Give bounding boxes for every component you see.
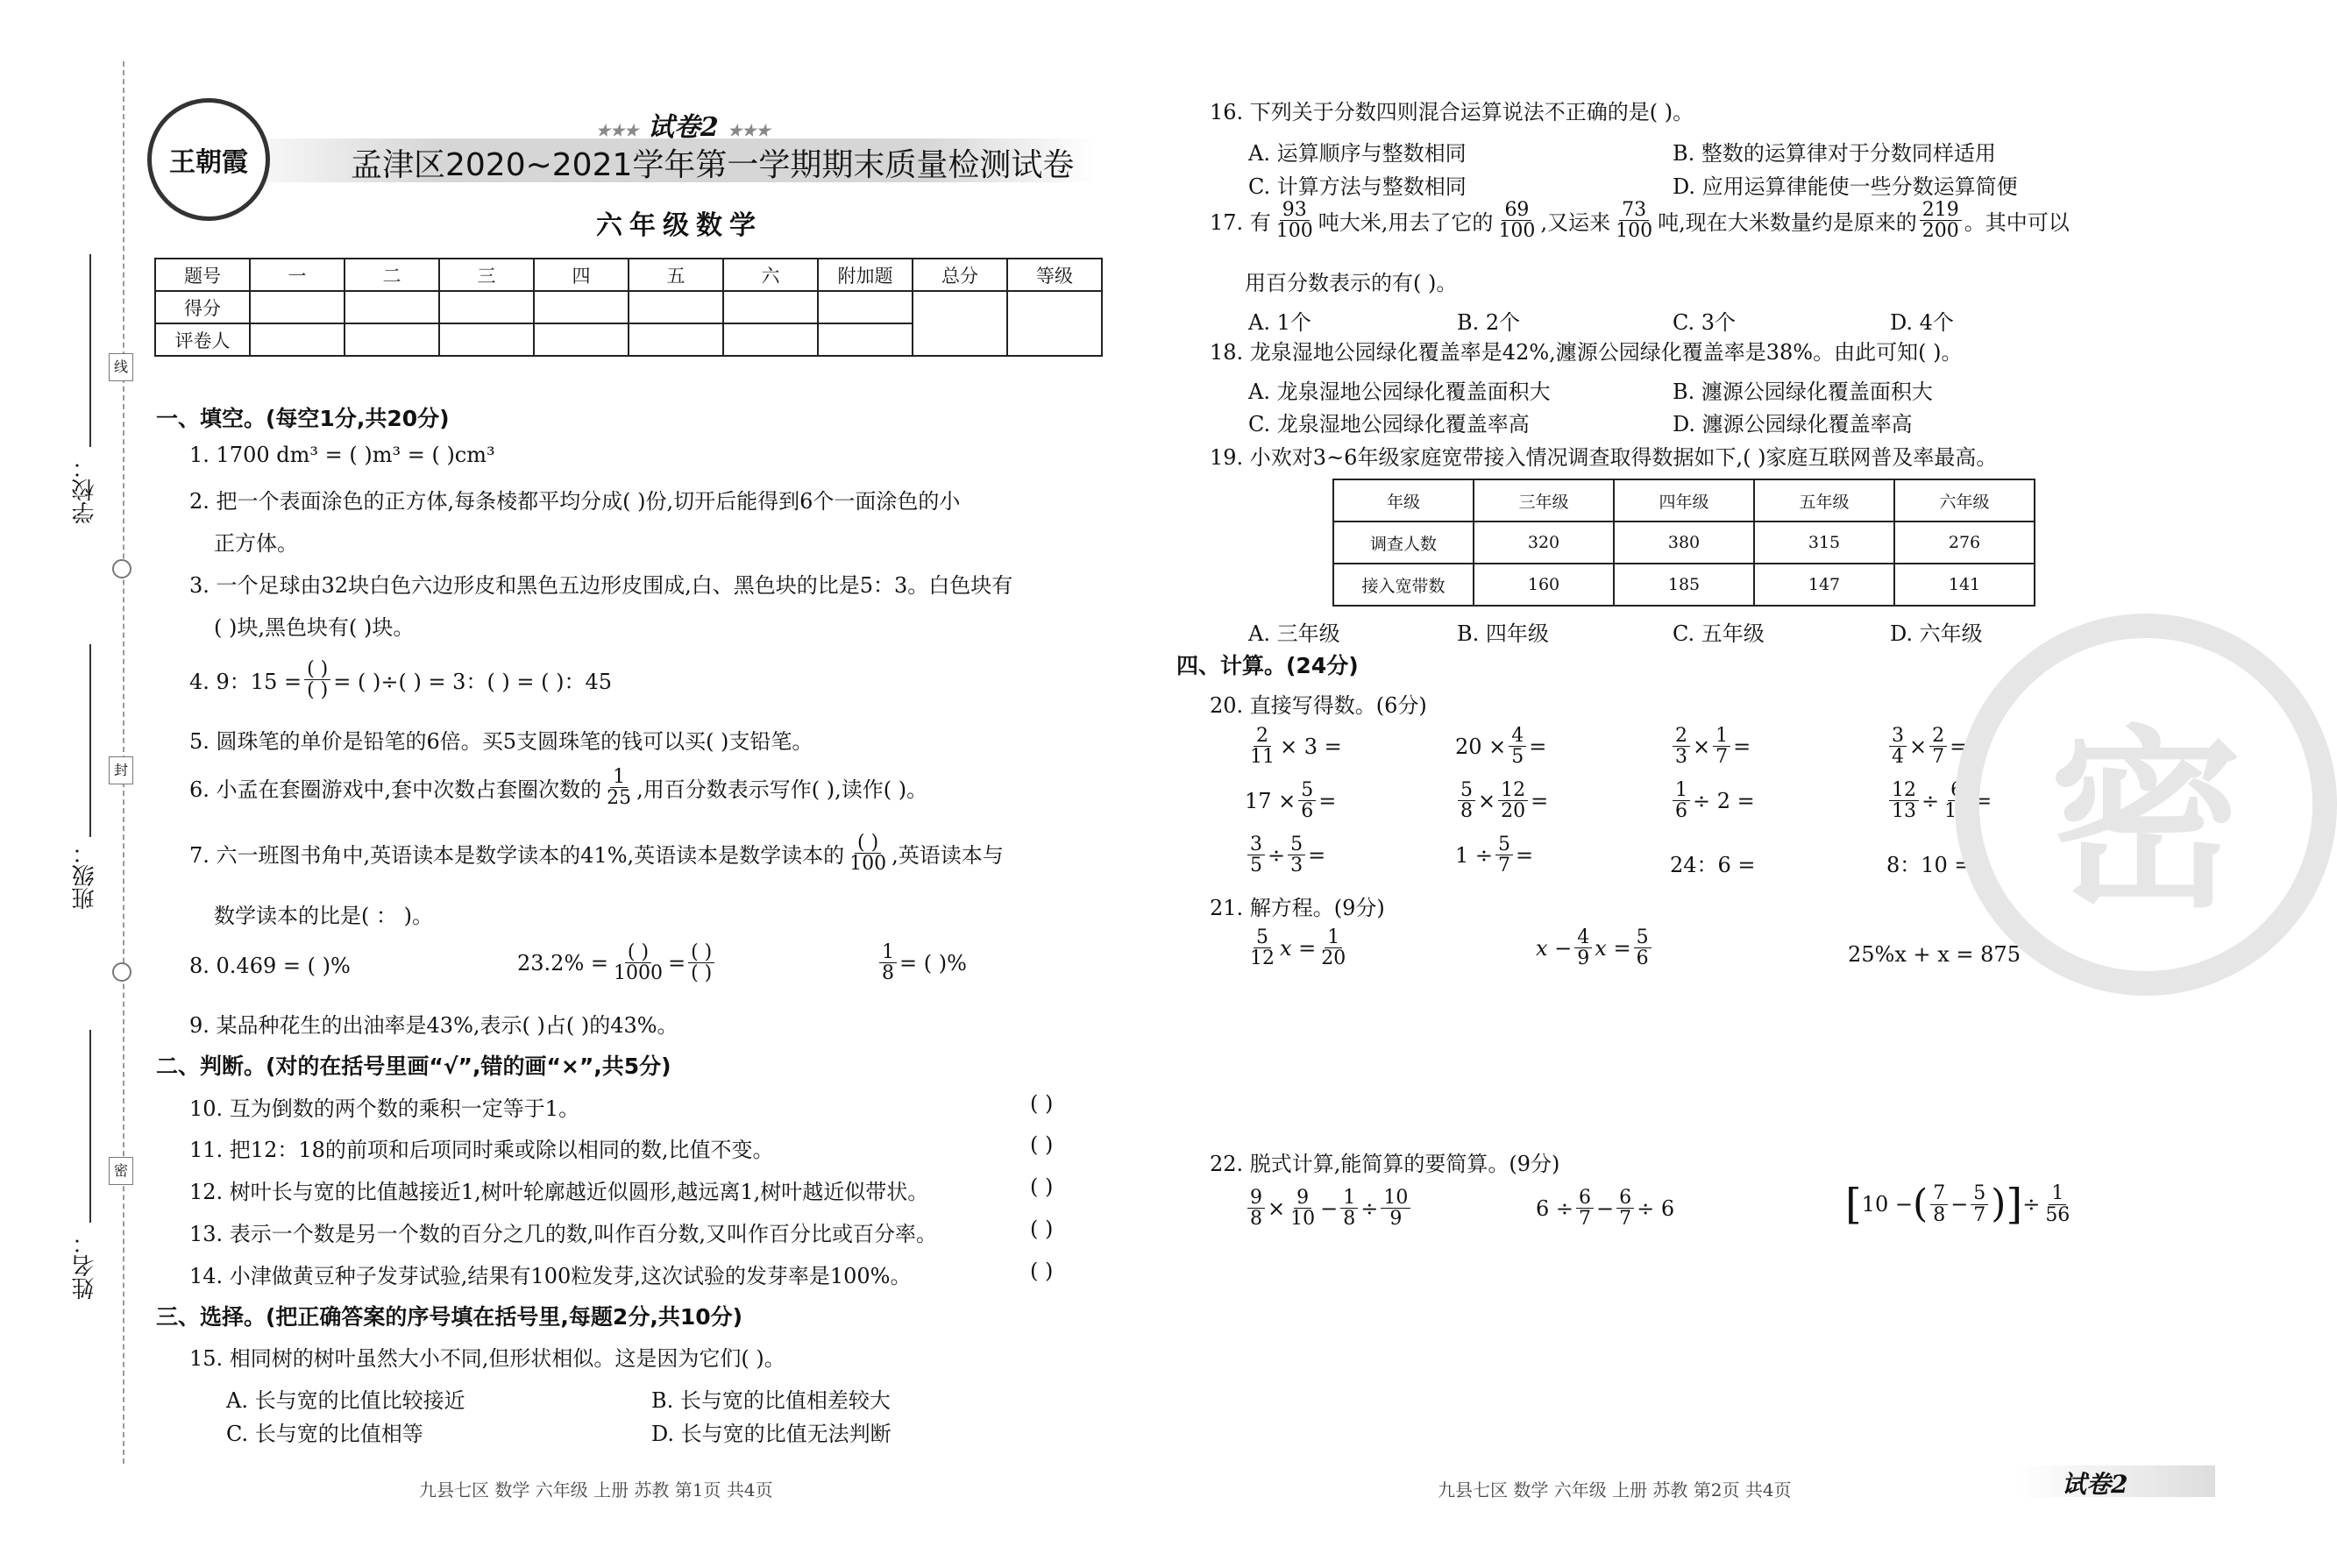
- q15-opt-c[interactable]: C. 长与宽的比值相等: [226, 1422, 423, 1446]
- calc-r2c3: $\frac{1}{6}$ ÷ 2 =: [1670, 780, 1755, 821]
- q8: 8. 0.469 = ( )%: [189, 954, 351, 978]
- score-cell[interactable]: [534, 291, 629, 323]
- grader-cell[interactable]: [534, 323, 629, 356]
- q18-opt-a[interactable]: A. 龙泉湿地公园绿化覆盖面积大: [1248, 380, 1551, 404]
- q18-opt-d[interactable]: D. 瀍源公园绿化覆盖率高: [1673, 412, 1913, 436]
- grader-cell[interactable]: [250, 323, 345, 356]
- survey-cell: 315: [1754, 521, 1894, 564]
- q10: 10. 互为倒数的两个数的乘积一定等于1。: [189, 1096, 580, 1121]
- calc-r1c4: $\frac{3}{4}$ × $\frac{2}{7}$ =: [1886, 726, 1967, 767]
- calc-r2c4: $\frac{12}{13}$ ÷ $\frac{6}{13}$ =: [1886, 780, 1992, 821]
- equation-2: x − $\frac{4}{9}$ x = $\frac{5}{6}$: [1536, 927, 1654, 968]
- side-line-name: [89, 1030, 91, 1223]
- q18: 18. 龙泉湿地公园绿化覆盖率是42%,瀍源公园绿化覆盖率是38%。由此可知( )。: [1210, 340, 1963, 365]
- equation-1: $\frac{5}{12}$ x = $\frac{1}{20}$: [1250, 926, 1346, 970]
- q15-opt-a[interactable]: A. 长与宽的比值比较接近: [226, 1388, 465, 1413]
- score-h: 二: [345, 259, 439, 291]
- score-h: 六: [723, 259, 818, 291]
- calc-r2c1: 17 × $\frac{5}{6}$ =: [1245, 779, 1337, 823]
- calc-r3c1: $\frac{3}{5}$ ÷ $\frac{5}{3}$ =: [1245, 834, 1325, 876]
- q14: 14. 小津做黄豆种子发芽试验,结果有100粒发芽,这次试验的发芽率是100%。: [189, 1264, 912, 1288]
- section-4-heading: 四、计算。(24分): [1176, 653, 1359, 678]
- survey-cell: 320: [1474, 521, 1614, 564]
- expr-2: 6 ÷ $\frac{6}{7}$ − $\frac{6}{7}$ ÷ 6: [1536, 1187, 1675, 1231]
- seal-mark-line: 线: [109, 353, 133, 381]
- calc-r3c3: 24：6 =: [1670, 853, 1756, 877]
- q7: 7. 六一班图书角中,英语读本是数学读本的41%,英语读本是数学读本的 $\frac{( )}{100}$ ,英语读本与: [189, 832, 1004, 876]
- q17-opt-a[interactable]: A. 1个: [1248, 310, 1311, 335]
- score-grade-cell[interactable]: [1007, 291, 1102, 356]
- expr-3: [ 10 − ( $\frac{7}{8}$ − $\frac{5}{7}$ ) ] ÷ $\frac{1}{56}$: [1845, 1180, 2071, 1229]
- equation-3: 25%x + x = 875: [1848, 942, 2021, 967]
- survey-cell: 141: [1894, 564, 2035, 606]
- score-total-cell[interactable]: [913, 291, 1007, 356]
- side-label-school: 学校：: [72, 456, 98, 524]
- binding-hole-1: [112, 559, 131, 578]
- survey-cell: 160: [1474, 564, 1614, 606]
- judge-paren[interactable]: ( ): [1030, 1091, 1054, 1116]
- score-h: 附加题: [818, 259, 913, 291]
- calc-r1c1: $\frac{2}{11}$ × 3 =: [1250, 725, 1342, 769]
- footer-right: 九县七区 数学 六年级 上册 苏教 第2页 共4页: [1438, 1479, 1792, 1501]
- survey-table: [1332, 479, 2035, 607]
- score-cell[interactable]: [723, 291, 818, 323]
- q8-part2: 23.2% = $\frac{( )}{1000}$ = $\frac{( )}{( )}$: [517, 942, 717, 983]
- q19-opt-b[interactable]: B. 四年级: [1457, 621, 1549, 646]
- q9: 9. 某品种花生的出油率是43%,表示( )占( )的43%。: [189, 1013, 678, 1038]
- section-2-heading: 二、判断。(对的在括号里画“√”,错的画“×”,共5分): [156, 1054, 671, 1079]
- q6: 6. 小孟在套圈游戏中,套中次数占套圈次数的 $\frac{1}{25}$ ,用百分数表示写作( ),读作( )。: [189, 766, 928, 810]
- binding-hole-2: [112, 962, 131, 982]
- score-h: 四: [534, 259, 629, 291]
- side-label-name: 姓名：: [72, 1231, 98, 1300]
- q2-line2: 正方体。: [214, 531, 298, 556]
- survey-header: 五年级: [1754, 479, 1894, 521]
- score-h: 一: [250, 259, 345, 291]
- watermark-seal: 密: [1955, 614, 2337, 996]
- q16-opt-b[interactable]: B. 整数的运算律对于分数同样适用: [1673, 141, 1996, 166]
- survey-header: 三年级: [1474, 479, 1614, 521]
- q17-opt-d[interactable]: D. 4个: [1890, 310, 1954, 335]
- score-cell[interactable]: [345, 291, 439, 323]
- grader-cell[interactable]: [629, 323, 723, 356]
- survey-cell: 接入宽带数: [1333, 564, 1474, 606]
- score-table: [154, 258, 1103, 357]
- q17: 17. 有 $\frac{93}{100}$ 吨大米,用去了它的 $\frac{69}{100}$ ,又运来 $\frac{73}{100}$ 吨,现在大米数量约是原来的 $\frac{219}{200}$ 。其中可以: [1210, 199, 2070, 243]
- grader-cell[interactable]: [345, 323, 439, 356]
- score-row-label: 评卷人: [155, 323, 250, 356]
- q7-line2: 数学读本的比是( ： )。: [214, 904, 433, 928]
- q12: 12. 树叶长与宽的比值越接近1,树叶轮廓越近似圆形,越远离1,树叶越近似带状。: [189, 1180, 929, 1204]
- score-cell[interactable]: [629, 291, 723, 323]
- q13: 13. 表示一个数是另一个数的百分之几的数,叫作百分数,又叫作百分比或百分率。: [189, 1222, 938, 1246]
- survey-cell: 调查人数: [1333, 521, 1474, 564]
- score-cell[interactable]: [818, 291, 913, 323]
- q16-opt-c[interactable]: C. 计算方法与整数相同: [1248, 174, 1467, 199]
- q19: 19. 小欢对3~6年级家庭宽带接入情况调查取得数据如下,( )家庭互联网普及率最高。: [1210, 445, 1998, 470]
- score-cell[interactable]: [439, 291, 534, 323]
- grader-cell[interactable]: [818, 323, 913, 356]
- logo-text: 王朝霞: [169, 147, 248, 178]
- q3-line2: ( )块,黑色块有( )块。: [214, 615, 415, 640]
- q5: 5. 圆珠笔的单价是铅笔的6倍。买5支圆珠笔的钱可以买( )支铅笔。: [189, 729, 813, 754]
- survey-header: 年级: [1333, 479, 1474, 521]
- logo: [147, 98, 270, 221]
- seal-mark-seal: 封: [109, 756, 133, 784]
- judge-paren[interactable]: ( ): [1030, 1217, 1054, 1241]
- q15-opt-b[interactable]: B. 长与宽的比值相差较大: [651, 1388, 891, 1413]
- q21: 21. 解方程。(9分): [1210, 896, 1385, 920]
- calc-r3c2: 1 ÷ $\frac{5}{7}$ =: [1455, 834, 1534, 877]
- expr-1: $\frac{9}{8}$ × $\frac{9}{10}$ − $\frac{1}{8}$ ÷ $\frac{10}{9}$: [1245, 1188, 1413, 1229]
- calc-r1c3: $\frac{2}{3}$ × $\frac{1}{7}$ =: [1670, 726, 1751, 767]
- q16: 16. 下列关于分数四则混合运算说法不正确的是( )。: [1210, 100, 1694, 124]
- q17-opt-c[interactable]: C. 3个: [1673, 310, 1737, 335]
- q3-line1: 3. 一个足球由32块白色六边形皮和黑色五边形皮围成,白、黑色块的比是5：3。白色块有: [189, 573, 1013, 598]
- q19-opt-c[interactable]: C. 五年级: [1673, 621, 1765, 646]
- q15: 15. 相同树的树叶虽然大小不同,但形状相似。这是因为它们( )。: [189, 1346, 785, 1371]
- q15-opt-d[interactable]: D. 长与宽的比值无法判断: [651, 1422, 891, 1446]
- side-label-class: 班级：: [72, 841, 98, 910]
- seal-mark-secret: 密: [109, 1157, 133, 1185]
- series-label: ★★★ 试卷2 ★★★: [596, 112, 771, 143]
- score-h: 总分: [913, 259, 1007, 291]
- q11: 11. 把12：18的前项和后项同时乘或除以相同的数,比值不变。: [189, 1138, 774, 1162]
- footer-badge: 试卷2: [2062, 1470, 2128, 1499]
- q18-opt-c[interactable]: C. 龙泉湿地公园绿化覆盖率高: [1248, 412, 1530, 436]
- q18-opt-b[interactable]: B. 瀍源公园绿化覆盖面积大: [1673, 380, 1933, 404]
- exam-subtitle: 六年级数学: [596, 210, 763, 241]
- exam-title: 孟津区2020~2021学年第一学期期末质量检测试卷: [351, 147, 1075, 183]
- score-row-label: 得分: [155, 291, 250, 323]
- survey-cell: 185: [1614, 564, 1754, 606]
- survey-header: 四年级: [1614, 479, 1754, 521]
- q2-line1: 2. 把一个表面涂色的正方体,每条棱都平均分成( )份,切开后能得到6个一面涂色的小: [189, 489, 961, 514]
- grader-cell[interactable]: [439, 323, 534, 356]
- calc-r1c2: 20 × $\frac{4}{5}$ =: [1455, 725, 1547, 769]
- judge-paren[interactable]: ( ): [1030, 1259, 1054, 1283]
- survey-cell: 380: [1614, 521, 1754, 564]
- score-h: 等级: [1007, 259, 1102, 291]
- calc-r3c4: 8：10 =: [1886, 853, 1972, 877]
- section-1-heading: 一、填空。(每空1分,共20分): [156, 406, 450, 431]
- survey-cell: 147: [1754, 564, 1894, 606]
- q22: 22. 脱式计算,能简算的要简算。(9分): [1210, 1152, 1560, 1176]
- q20: 20. 直接写得数。(6分): [1210, 693, 1427, 718]
- calc-r2c2: $\frac{5}{8}$ × $\frac{12}{20}$ =: [1455, 780, 1548, 821]
- side-line-school: [89, 254, 91, 447]
- q19-opt-a[interactable]: A. 三年级: [1248, 621, 1340, 646]
- q1: 1. 1700 dm³ = ( )m³ = ( )cm³: [189, 443, 495, 467]
- q16-opt-a[interactable]: A. 运算顺序与整数相同: [1248, 141, 1467, 166]
- judge-paren[interactable]: ( ): [1030, 1132, 1054, 1157]
- section-3-heading: 三、选择。(把正确答案的序号填在括号里,每题2分,共10分): [156, 1304, 743, 1330]
- side-line-class: [89, 644, 91, 837]
- q19-opt-d[interactable]: D. 六年级: [1890, 621, 1983, 646]
- score-h: 题号: [155, 259, 250, 291]
- q16-opt-d[interactable]: D. 应用运算律能使一些分数运算简便: [1673, 174, 2018, 199]
- footer-left: 九县七区 数学 六年级 上册 苏教 第1页 共4页: [419, 1479, 773, 1501]
- score-h: 三: [439, 259, 534, 291]
- survey-cell: 276: [1894, 521, 2035, 564]
- survey-header: 六年级: [1894, 479, 2035, 521]
- judge-paren[interactable]: ( ): [1030, 1174, 1054, 1199]
- score-h: 五: [629, 259, 723, 291]
- q17-opt-b[interactable]: B. 2个: [1457, 310, 1521, 335]
- grader-cell[interactable]: [723, 323, 818, 356]
- score-cell[interactable]: [250, 291, 345, 323]
- q8-part3: $\frac{1}{8}$ = ( )%: [877, 942, 967, 983]
- q17-line2: 用百分数表示的有( )。: [1245, 271, 1458, 295]
- q4: 4. 9：15 = $\frac{( )}{( )}$ = ( )÷( ) = 3：( ) = ( )：45: [189, 658, 613, 702]
